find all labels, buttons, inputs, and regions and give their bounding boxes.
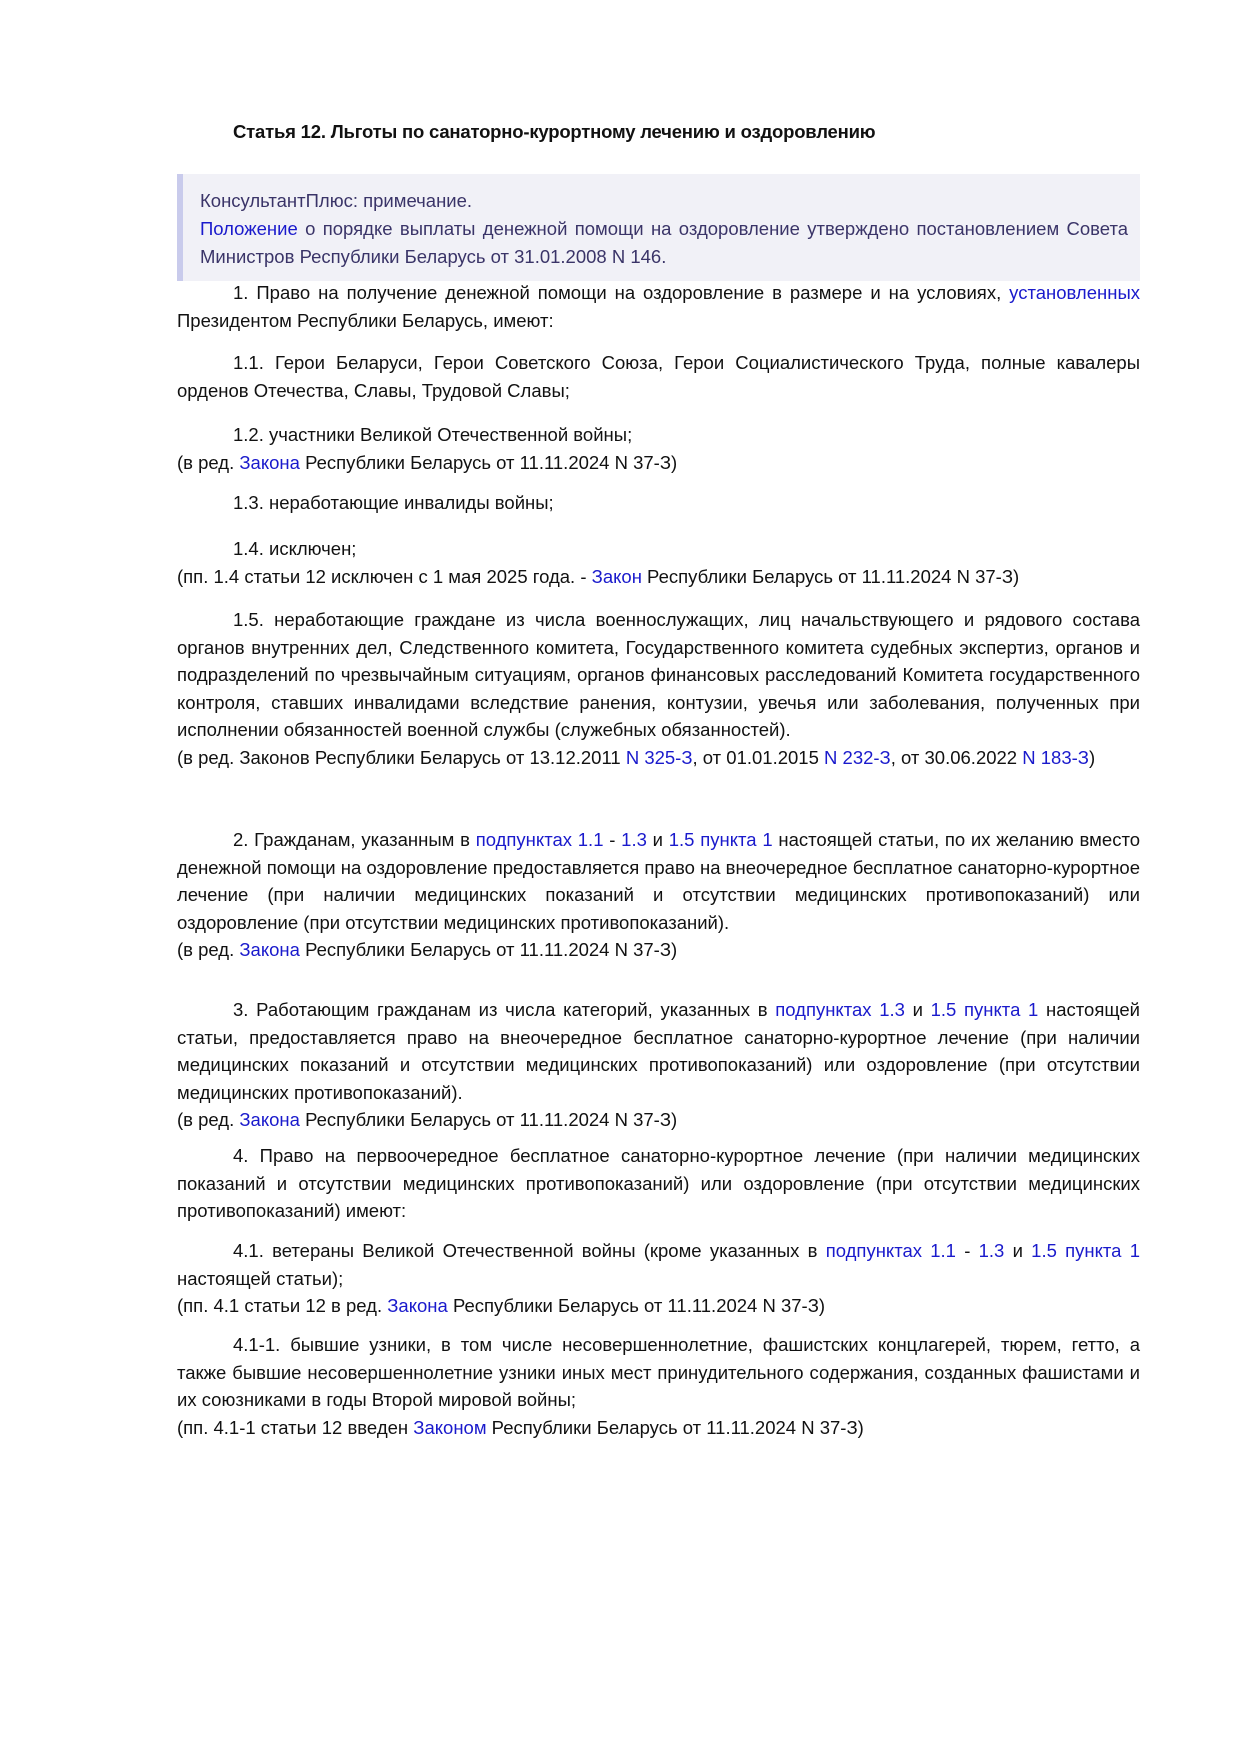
p2-link-podpunktah-1-1[interactable]: подпунктах 1.1 <box>475 829 604 850</box>
p1-5-amendment <box>177 744 1140 772</box>
p4-1-link-1-3[interactable]: 1.3 <box>978 1240 1005 1261</box>
p1-5-link-n325[interactable]: N 325-З <box>625 746 693 768</box>
p1-link-ustanovlennyh[interactable]: установленных <box>1009 282 1140 303</box>
p1-2-link-zakona[interactable]: Закона <box>239 451 300 473</box>
p3-text: 3. Работающим гражданам из числа категорий, указанных в <box>233 999 776 1020</box>
p4-1-1-link-zakonom[interactable]: Законом <box>413 1416 487 1438</box>
p4-1-link-podpunktah-1-1[interactable]: подпунктах 1.1 <box>825 1240 956 1261</box>
p1-5-link-n183[interactable]: N 183-З <box>1022 746 1089 768</box>
paragraph-1 <box>177 279 1140 334</box>
and-text: и <box>904 999 931 1020</box>
p1-5-link-n232[interactable]: N 232-З <box>824 746 891 768</box>
p1-1-text: 1.1. Герои Беларуси, Герои Советского Союза, Герои Социалистического Труда, полные кавалеры орденов Отечества, Славы, Трудовой Славы; <box>177 352 1140 401</box>
p3-link-1-5-punkta-1[interactable]: 1.5 пункта 1 <box>930 999 1039 1020</box>
article-title: Статья 12. Льготы по санаторно-курортному лечению и оздоровлению <box>233 121 876 142</box>
amend-text: (в ред. Законов Республики Беларусь от 13.12.2011 <box>177 746 626 768</box>
p3-text-end: настоящей статьи, предоставляется право на внеочередное бесплатное санаторно-курортное лечение (при наличии медицинских показаний и отсутствии медицинских противопоказаний) или оздоровление (при отсутствии медицинских противопоказаний). <box>177 999 1140 1103</box>
paragraph-1-5 <box>177 606 1140 772</box>
p1-4-text: 1.4. исключен; <box>233 538 357 559</box>
amend-text: (пп. 1.4 статьи 12 исключен с 1 мая 2025 года. - <box>177 565 592 587</box>
note-link-polozhenie[interactable]: Положение <box>200 218 298 239</box>
and-text: и <box>1004 1240 1032 1261</box>
paragraph-4-1 <box>177 1237 1140 1320</box>
p3-amendment <box>177 1106 1140 1134</box>
amend-text: ) <box>1088 746 1096 768</box>
amend-text: Республики Беларусь от 11.11.2024 N 37-З) <box>486 1416 864 1438</box>
p4-1-link-zakona[interactable]: Закона <box>387 1295 448 1317</box>
paragraph-1-3 <box>177 489 1140 517</box>
p4-1-1-text: 4.1-1. бывшие узники, в том числе несовершеннолетние, фашистских концлагерей, тюрем, гетто, а также бывшие несовершеннолетние узники иных мест принудительного содержания, созданных фашистами и их союзниками в годы Второй мировой войны; <box>177 1334 1140 1411</box>
note-text: о порядке выплаты денежной помощи на оздоровление утверждено постановлением Совета Министров Республики Беларусь от 31.01.2008 N 146. <box>200 218 1128 267</box>
p2-link-1-3[interactable]: 1.3 <box>621 829 647 850</box>
paragraph-1-1 <box>177 349 1140 404</box>
amend-text: Республики Беларусь от 11.11.2024 N 37-З) <box>641 565 1020 587</box>
paragraph-2 <box>177 826 1140 964</box>
p2-text: 2. Гражданам, указанным в <box>233 829 476 850</box>
p1-4-link-zakon[interactable]: Закон <box>591 565 642 587</box>
paragraph-1-4 <box>177 535 1140 590</box>
paragraph-3 <box>177 996 1140 1134</box>
amend-text: Республики Беларусь от 11.11.2024 N 37-З) <box>299 939 678 961</box>
p4-1-amendment <box>177 1292 1140 1320</box>
amend-text: , от 30.06.2022 <box>890 746 1023 768</box>
paragraph-4 <box>177 1142 1140 1225</box>
dash-text: - <box>603 829 622 850</box>
p2-amendment <box>177 936 1140 964</box>
amend-text: (в ред. <box>177 939 240 961</box>
p3-link-podpunktah-1-3[interactable]: подпунктах 1.3 <box>775 999 905 1020</box>
amend-text: Республики Беларусь от 11.11.2024 N 37-З) <box>447 1295 826 1317</box>
amend-text: (в ред. <box>177 1109 240 1131</box>
dash-text: - <box>955 1240 979 1261</box>
consultant-note <box>177 174 1140 281</box>
p1-4-amendment <box>177 563 1140 591</box>
p1-text-end: Президентом Республики Беларусь, имеют: <box>177 309 554 331</box>
amend-text: (пп. 4.1-1 статьи 12 введен <box>177 1416 414 1438</box>
amend-text: (пп. 4.1 статьи 12 в ред. <box>177 1295 388 1317</box>
p1-text: 1. Право на получение денежной помощи на оздоровление в размере и на условиях, <box>233 282 1010 303</box>
p4-1-1-amendment <box>177 1414 1140 1442</box>
p2-text-end: настоящей статьи, по их желанию вместо денежной помощи на оздоровление предоставляется право на внеочередное бесплатное санаторно-курортное лечение (при наличии медицинских показаний и отсутствии медицинских противопоказаний) или оздоровление (при отсутствии медицинских противопоказаний). <box>177 829 1140 933</box>
p1-2-amendment <box>177 449 1140 477</box>
p1-2-text: 1.2. участники Великой Отечественной войны; <box>233 424 633 445</box>
p4-1-text-end: настоящей статьи); <box>177 1267 344 1289</box>
paragraph-4-1-1 <box>177 1331 1140 1441</box>
and-text: и <box>646 829 669 850</box>
note-body <box>200 215 1128 271</box>
amend-text: (в ред. <box>177 451 240 473</box>
p1-3-text: 1.3. неработающие инвалиды войны; <box>233 492 554 513</box>
amend-text: Республики Беларусь от 11.11.2024 N 37-З) <box>299 1109 678 1131</box>
p2-link-zakona[interactable]: Закона <box>239 939 300 961</box>
p4-1-link-1-5-punkta-1[interactable]: 1.5 пункта 1 <box>1031 1240 1140 1261</box>
paragraph-1-2 <box>177 421 1140 476</box>
p1-5-text: 1.5. неработающие граждане из числа военнослужащих, лиц начальствующего и рядового состава органов внутренних дел, Следственного комитета, Государственного комитета судебных экспертиз, органов и подразделений по чрезвычайным ситуациям, органов финансовых расследований Комитета государственного контроля, ставших инвалидами вследствие ранения, контузии, увечья или заболевания, полученных при исполнении обязанностей военной службы (служебных обязанностей). <box>177 609 1140 741</box>
note-header: КонсультантПлюс: примечание. <box>200 190 473 211</box>
p4-1-text: 4.1. ветераны Великой Отечественной войны (кроме указанных в <box>233 1240 826 1261</box>
p4-text: 4. Право на первоочередное бесплатное санаторно-курортное лечение (при наличии медицинских показаний и отсутствии медицинских противопоказаний) или оздоровление (при отсутствии медицинских противопоказаний) имеют: <box>177 1145 1140 1222</box>
p3-link-zakona[interactable]: Закона <box>239 1109 300 1131</box>
amend-text: , от 01.01.2015 <box>692 746 825 768</box>
amend-text: Республики Беларусь от 11.11.2024 N 37-З) <box>299 451 678 473</box>
p2-link-1-5-punkta-1[interactable]: 1.5 пункта 1 <box>668 829 773 850</box>
